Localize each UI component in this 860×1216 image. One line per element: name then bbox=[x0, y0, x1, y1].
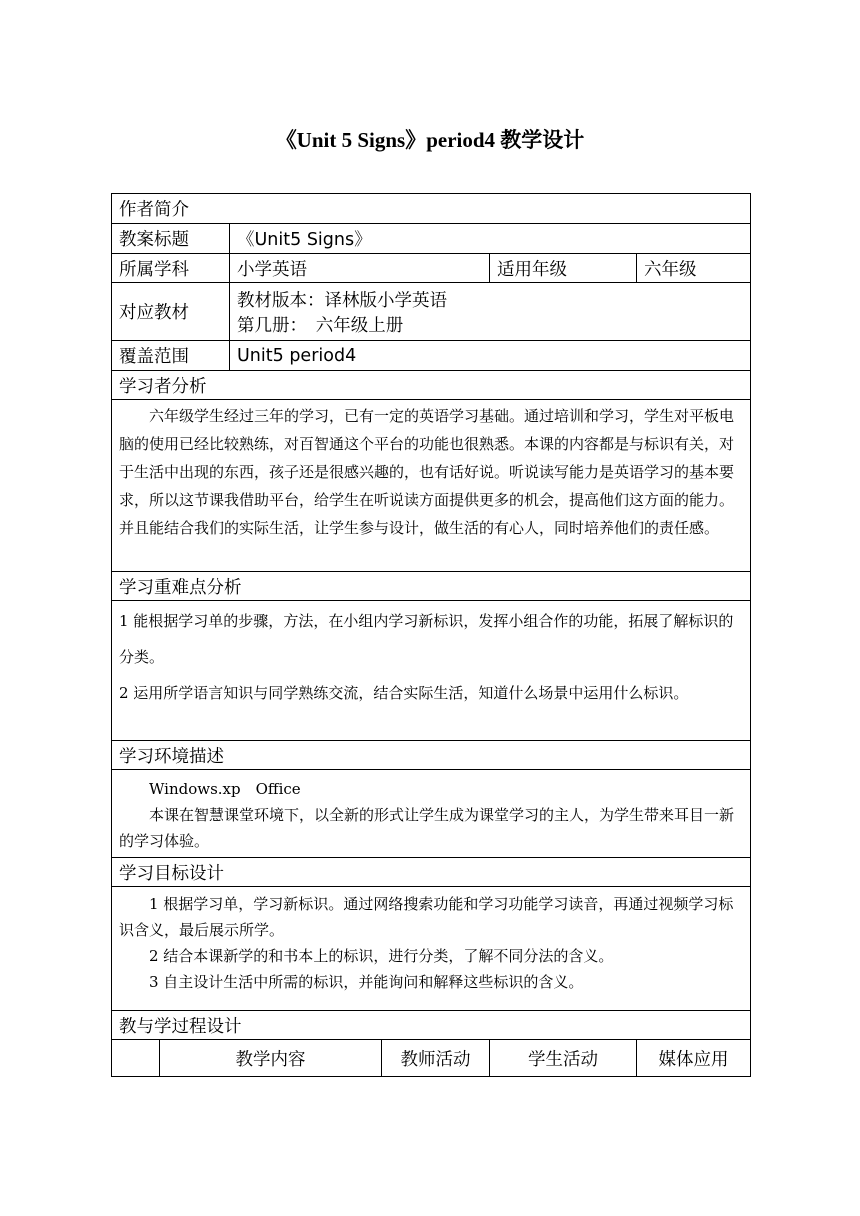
grade-label: 适用年级 bbox=[490, 254, 637, 283]
subject-value: 小学英语 bbox=[230, 254, 490, 283]
grade-value: 六年级 bbox=[637, 254, 751, 283]
lesson-title-value: 《Unit5 Signs》 bbox=[230, 224, 751, 254]
environment-heading: 学习环境描述 bbox=[112, 741, 751, 770]
key-point-1: 1 能根据学习单的步骤，方法，在小组内学习新标识，发挥小组合作的功能，拓展了解标识的分类。 bbox=[119, 612, 734, 666]
process-col-student: 学生活动 bbox=[490, 1040, 637, 1077]
textbook-label: 对应教材 bbox=[112, 283, 230, 341]
key-points-heading: 学习重难点分析 bbox=[112, 572, 751, 601]
process-heading: 教与学过程设计 bbox=[112, 1011, 751, 1040]
environment-software: Windows.xp Office bbox=[149, 780, 301, 798]
objectives-heading: 学习目标设计 bbox=[112, 858, 751, 887]
objective-1: 1 根据学习单，学习新标识。通过网络搜索功能和学习功能学习读音，再通过视频学习标识含义，最后展示所学。 bbox=[119, 895, 734, 939]
lesson-plan-table bbox=[111, 193, 751, 1077]
learner-analysis-heading: 学习者分析 bbox=[112, 371, 751, 400]
learner-analysis-text: 六年级学生经过三年的学习，已有一定的英语学习基础。通过培训和学习，学生对平板电脑的使用已经比较熟练，对百智通这个平台的功能也很熟悉。本课的内容都是与标识有关，对于生活中出现的东西，孩子还是很感兴趣的，也有话好说。听说读写能力是英语学习的基本要求，所以这节课我借助平台，给学生在听说读方面提供更多的机会，提高他们这方面的能力。并且能结合我们的实际生活，让学生参与设计，做生活的有心人，同时培养他们的责任感。 bbox=[119, 407, 735, 537]
textbook-version: 教材版本：译林版小学英语 bbox=[237, 290, 447, 311]
learner-analysis-content bbox=[112, 400, 751, 572]
coverage-label: 覆盖范围 bbox=[112, 341, 230, 371]
process-col-teacher: 教师活动 bbox=[382, 1040, 490, 1077]
process-col-content: 教学内容 bbox=[160, 1040, 382, 1077]
lesson-title-label: 教案标题 bbox=[112, 224, 230, 254]
textbook-volume: 第几册： 六年级上册 bbox=[237, 315, 404, 336]
environment-content bbox=[112, 770, 751, 858]
author-intro-heading: 作者简介 bbox=[112, 194, 751, 224]
objective-2: 2 结合本课新学的和书本上的标识，进行分类，了解不同分法的含义。 bbox=[149, 947, 614, 965]
key-points-content bbox=[112, 601, 751, 741]
textbook-value bbox=[230, 283, 751, 341]
process-blank-cell bbox=[112, 1040, 160, 1077]
document-title: 《Unit 5 Signs》period4 教学设计 bbox=[275, 128, 585, 152]
objectives-content bbox=[112, 887, 751, 1011]
subject-label: 所属学科 bbox=[112, 254, 230, 283]
environment-description: 本课在智慧课堂环境下，以全新的形式让学生成为课堂学习的主人，为学生带来耳目一新的学习体验。 bbox=[119, 806, 735, 850]
objective-3: 3 自主设计生活中所需的标识，并能询问和解释这些标识的含义。 bbox=[149, 973, 584, 991]
process-col-media: 媒体应用 bbox=[637, 1040, 751, 1077]
coverage-value: Unit5 period4 bbox=[230, 341, 751, 371]
key-point-2: 2 运用所学语言知识与同学熟练交流，结合实际生活，知道什么场景中运用什么标识。 bbox=[119, 684, 689, 702]
